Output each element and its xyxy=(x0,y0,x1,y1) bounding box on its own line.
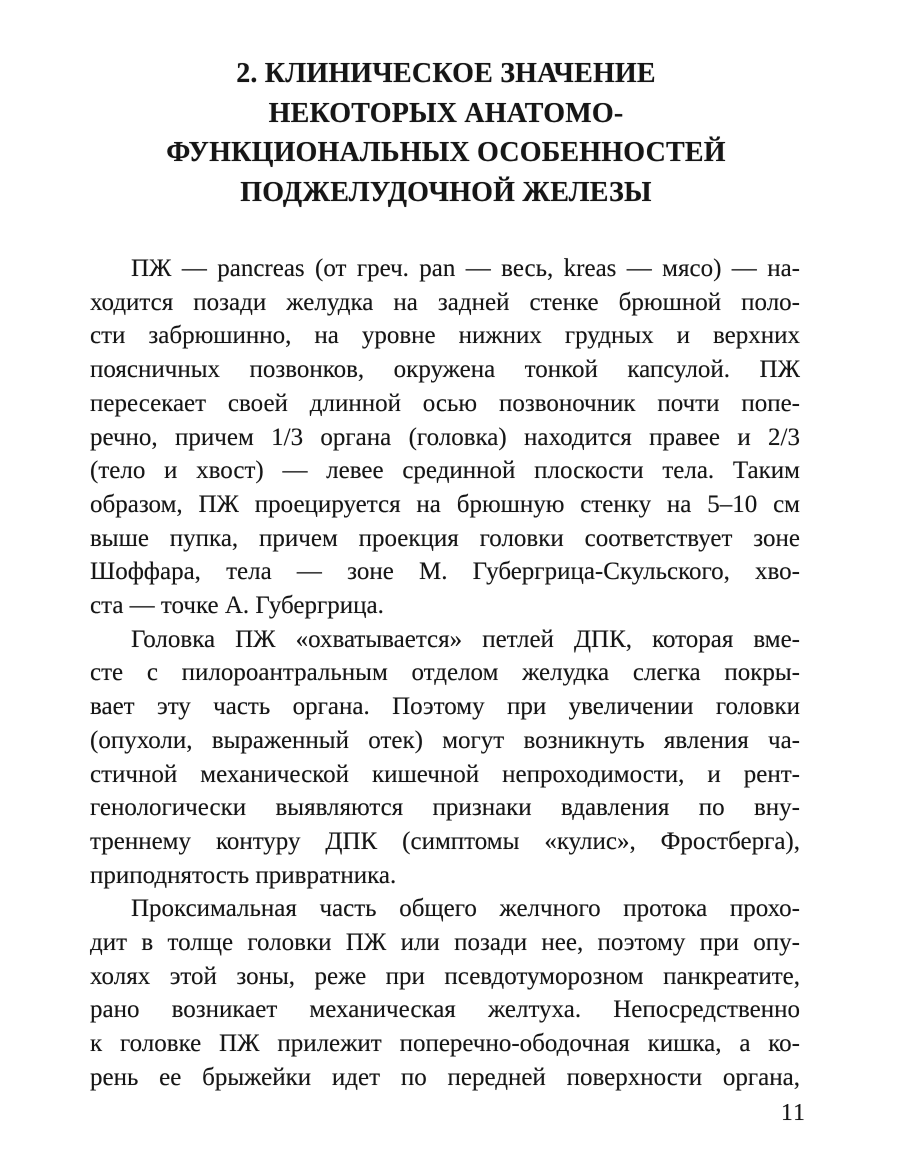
page-number: 11 xyxy=(780,1100,806,1126)
chapter-heading-line: НЕКОТОРЫХ АНАТОМО- xyxy=(268,97,624,129)
text-line: выше пупка, причем проекция головки соответствует зоне xyxy=(90,524,800,552)
text-line: треннему контуру ДПК (симптомы «кулис», Фростберга), xyxy=(90,827,800,855)
text-line: (опухоли, выраженный отек) могут возникнуть явления ча- xyxy=(90,726,800,754)
text-line: Шоффара, тела — зоне М. Губергрица-Скульского, хво- xyxy=(90,558,800,586)
text-line: образом, ПЖ проецируется на брюшную стенку на 5–10 см xyxy=(90,490,800,518)
text-line: рень ее брыжейки идет по передней поверхности органа, xyxy=(90,1063,800,1091)
chapter-heading-line: ФУНКЦИОНАЛЬНЫХ ОСОБЕННОСТЕЙ xyxy=(166,137,726,168)
text-line: ста — точке А. Губергрица. xyxy=(90,592,384,620)
text-line: речно, причем 1/3 органа (головка) находится правее и 2/3 xyxy=(90,423,800,451)
text-line: стичной механической кишечной непроходимости, и рент- xyxy=(90,760,800,788)
body-text xyxy=(90,252,800,1095)
text-line: генологически выявляются признаки вдавления по вну- xyxy=(90,794,800,822)
text-line: Проксимальная часть общего желчного протока прохо- xyxy=(131,895,800,923)
text-line: ходится позади желудка на задней стенке брюшной поло- xyxy=(90,288,800,316)
text-line: ПЖ — pancreas (от греч. pan — весь, kreas — мясо) — на- xyxy=(131,255,800,282)
text-line: Головка ПЖ «охватывается» петлей ДПК, которая вме- xyxy=(131,625,800,653)
chapter-heading xyxy=(90,54,802,212)
chapter-heading-line: ПОДЖЕЛУДОЧНОЙ ЖЕЛЕЗЫ xyxy=(240,176,652,208)
text-line: сте с пилороантральным отделом желудка слегка покры- xyxy=(90,659,800,687)
text-line: вает эту часть органа. Поэтому при увеличении головки xyxy=(90,693,800,721)
text-line: (тело и хвост) — левее срединной плоскости тела. Таким xyxy=(90,457,800,485)
chapter-heading-line: 2. КЛИНИЧЕСКОЕ ЗНАЧЕНИЕ xyxy=(236,58,656,89)
text-line: поясничных позвонков, окружена тонкой капсулой. ПЖ xyxy=(90,356,800,384)
text-line: дит в толще головки ПЖ или позади нее, поэтому при опу- xyxy=(90,929,800,957)
text-line: к головке ПЖ прилежит поперечно-ободочная кишка, а ко- xyxy=(90,1030,800,1058)
text-line: пересекает своей длинной осью позвоночник почти попе- xyxy=(90,389,800,417)
text-line: сти забрюшинно, на уровне нижних грудных и верхних xyxy=(90,322,800,350)
text-line: холях этой зоны, реже при псевдотуморозном панкреатите, xyxy=(90,962,800,990)
text-line: приподнятость привратника. xyxy=(90,861,397,889)
text-line: рано возникает механическая желтуха. Непосредственно xyxy=(90,996,800,1024)
